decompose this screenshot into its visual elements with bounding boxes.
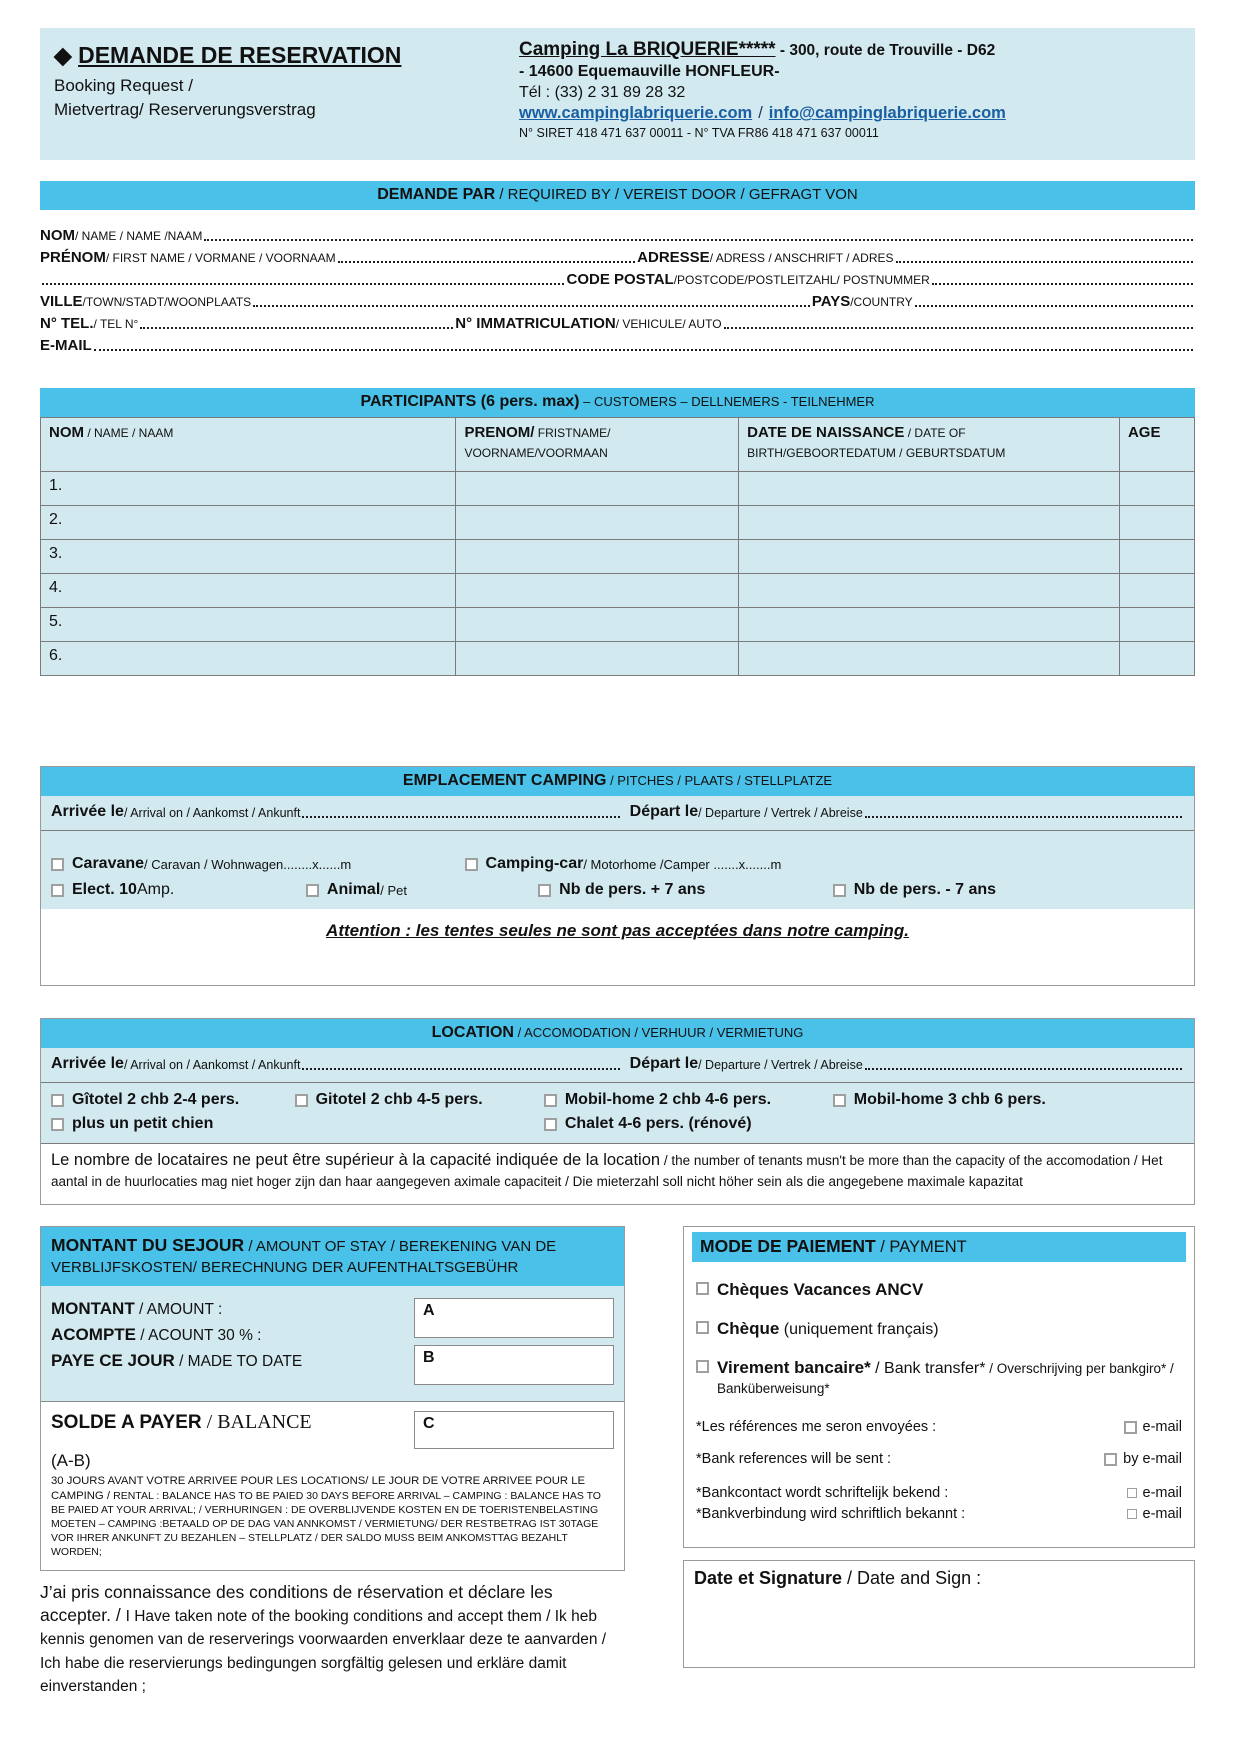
camp-name: Camping La BRIQUERIE***** <box>519 39 776 60</box>
participant-age-cell[interactable] <box>1119 608 1194 642</box>
solde-formula: (A-B) <box>51 1451 91 1471</box>
participant-prenom-cell[interactable] <box>456 608 739 642</box>
row-number: 3. <box>41 540 456 574</box>
row-number: 1. <box>41 472 456 506</box>
location-depart-label-translations: / Departure / Vertrek / Abreise <box>698 1058 863 1072</box>
bank-ref-de-label: *Bankverbindung wird schriftlich bekannt : <box>696 1506 966 1523</box>
option-camping-car <box>465 855 782 873</box>
form-header <box>40 28 1195 160</box>
animal-label: Animal <box>326 881 381 898</box>
field-line-codepostal <box>40 271 1195 288</box>
participants-title-translations: – CUSTOMERS – DELLNEMERS - TEILNEHMER <box>579 394 875 409</box>
capacity-note-fr: Le nombre de locataires ne peut être supérieur à la capacité indiquée de la location <box>51 1151 661 1169</box>
gitotel-45-checkbox[interactable] <box>295 1094 308 1107</box>
montant-input-boxes <box>414 1296 614 1385</box>
section-bar-emplacement <box>41 767 1194 796</box>
animal-checkbox[interactable] <box>306 884 319 897</box>
arrivee-label: Arrivée le <box>51 803 124 820</box>
animal-label-translations: / Pet <box>380 882 408 898</box>
option-petit-chien <box>51 1115 295 1133</box>
emplacement-body <box>41 796 1194 909</box>
emplacement-options-row1 <box>51 855 1184 873</box>
cheque-label: Chèque <box>717 1319 780 1339</box>
chalet-checkbox[interactable] <box>544 1118 557 1131</box>
pays-write-line[interactable] <box>915 305 1193 307</box>
montant-paye-label: PAYE CE JOUR / MADE TO DATE <box>51 1351 303 1371</box>
signature-label: Date et Signature <box>694 1568 843 1589</box>
participant-row <box>41 642 1195 676</box>
bank-ref-nl-email-checkbox[interactable] <box>1127 1488 1137 1498</box>
participants-table <box>40 417 1195 676</box>
amount-a-input[interactable]: A <box>414 1298 614 1338</box>
section-bar-demande-par <box>40 181 1195 210</box>
pays-label: PAYS <box>811 293 851 310</box>
bank-ref-en-label: *Bank references will be sent : <box>696 1451 892 1468</box>
acceptance-statement <box>40 1581 625 1698</box>
location-arrivee-write-line[interactable] <box>302 1068 619 1070</box>
camp-links <box>519 103 1181 124</box>
field-line-prenom-adresse <box>40 249 1195 266</box>
participant-prenom-cell[interactable] <box>456 540 739 574</box>
section-bar-location <box>41 1019 1194 1048</box>
option-cheque <box>692 1318 1186 1340</box>
ville-write-line[interactable] <box>253 305 810 307</box>
virement-label-translations: / Overschrijving per bankgiro* / Banküberweisung* <box>717 1361 1174 1397</box>
mobilhome-3chb-label: Mobil-home 3 chb 6 pers. <box>853 1091 1046 1108</box>
bank-ref-fr-label: *Les références me seron envoyées : <box>696 1419 937 1436</box>
pays-label-translations: /COUNTRY <box>850 295 913 309</box>
col-header-prenom: PRENOM/ FRISTNAME/ VOORNAME/VOORMAAN <box>456 418 739 472</box>
arrivee-write-line[interactable] <box>302 816 619 818</box>
link-separator: / <box>758 104 763 123</box>
gitotel-24-label: Gîtotel 2 chb 2-4 pers. <box>72 1091 240 1108</box>
diamond-bullet-icon: ◆ <box>54 42 72 68</box>
bank-ref-fr-email-label: e-mail <box>1142 1419 1182 1436</box>
location-title: LOCATION <box>431 1024 514 1041</box>
camp-siret: N° SIRET 418 471 637 00011 - N° TVA FR86 418 471 637 00011 <box>519 126 879 141</box>
payment-column <box>683 1226 1195 1698</box>
caravane-label: Caravane <box>72 855 145 872</box>
option-mobilhome-3chb <box>833 1091 1184 1109</box>
nb-pers-minus7-label: Nb de pers. - 7 ans <box>853 881 997 898</box>
acceptance-fr: J’ai pris connaissance des conditions de réservation et déclare les accepter. / <box>40 1581 553 1626</box>
option-gitotel-24 <box>51 1091 295 1109</box>
adresse-write-line[interactable] <box>896 261 1194 263</box>
page-subtitle-en: Booking Request / <box>54 76 193 95</box>
row-number: 5. <box>41 608 456 642</box>
cheque-label-note: (uniquement français) <box>779 1321 939 1339</box>
emplacement-title: EMPLACEMENT CAMPING <box>402 772 607 789</box>
virement-label-en: / Bank transfer* <box>870 1360 986 1378</box>
immatriculation-write-line[interactable] <box>724 327 1193 329</box>
cheques-ancv-label: Chèques Vacances ANCV <box>717 1280 924 1300</box>
gitotel-24-checkbox[interactable] <box>51 1094 64 1107</box>
payment-terms-translations: RENTAL : BALANCE HAS TO BE PAIED 30 DAYS BEFORE ARRIVAL – CAMPING : BALANCE HAS TO BE PAIED AT YOUR ARRIVAL; / VERHURINGEN : DE OVERBLIJVENDE KOSTEN EN DE TOERISTENBELASTING MOETEN – CAMPING :BETAALD OP DE DAG VAN ANNKOMST / VERMIETUNG/ DER RESTBETRAG IST 30TAGE VOR IHRER ANKUNFT ZU BEZAHLEN – STELLPLATZ / DER SALDO MUSS BEIM ANKOMSTTAG BEZAHLT WORDEN; <box>51 1490 601 1558</box>
solde-label: SOLDE A PAYER / BALANCE <box>51 1411 312 1434</box>
caravane-label-translations: / Caravan / Wohnwagen........x......m <box>144 856 352 872</box>
tel-label: N° TEL. <box>40 315 94 332</box>
email-write-line[interactable] <box>94 349 1193 351</box>
option-animal <box>306 881 538 899</box>
ville-label-translations: /TOWN/STADT/WOONPLAATS <box>82 295 252 309</box>
prenom-write-line[interactable] <box>338 261 636 263</box>
paiement-title: MODE DE PAIEMENT <box>700 1236 876 1257</box>
bottom-area <box>40 1226 1195 1698</box>
depart-label-translations: / Departure / Vertrek / Abreise <box>698 806 863 820</box>
montant-title: MONTANT DU SEJOUR <box>51 1235 245 1256</box>
option-caravane <box>51 855 465 873</box>
montant-title-translations: / AMOUNT OF STAY / BEREKENING VAN DE VERBLIJFSKOSTEN/ BERECHNUNG DER AUFENTHALTSGEBÜHR <box>51 1238 557 1276</box>
bank-ref-en-email-checkbox[interactable] <box>1104 1453 1117 1466</box>
bank-ref-nl-label: *Bankcontact wordt schriftelijk bekend : <box>696 1485 949 1502</box>
form-title-block <box>54 38 499 146</box>
camp-name-line <box>519 38 1181 62</box>
page-title <box>54 42 499 69</box>
signature-area[interactable] <box>683 1560 1195 1668</box>
field-line-nom <box>40 227 1195 244</box>
code-postal-label: CODE POSTAL <box>566 271 674 288</box>
bank-ref-row-en <box>692 1451 1186 1467</box>
participants-section <box>40 388 1195 676</box>
bank-ref-row-de <box>692 1506 1186 1522</box>
option-cheques-ancv <box>692 1279 1186 1301</box>
participant-dob-cell[interactable] <box>739 574 1120 608</box>
location-arrivee-label: Arrivée le <box>51 1055 124 1072</box>
option-elect <box>51 881 306 899</box>
section-bar-paiement <box>692 1232 1186 1262</box>
camp-website-link[interactable]: www.campinglabriquerie.com <box>519 104 753 123</box>
section-bar-participants <box>40 388 1195 417</box>
depart-write-line[interactable] <box>865 816 1182 818</box>
caravane-checkbox[interactable] <box>51 858 64 871</box>
participant-dob-cell[interactable] <box>739 642 1120 676</box>
participant-prenom-cell[interactable] <box>456 472 739 506</box>
section-bar-montant <box>41 1227 624 1286</box>
option-virement <box>692 1357 1186 1399</box>
montant-body <box>41 1286 624 1402</box>
adresse-label-translations: / ADRESS / ANSCHRIFT / ADRES <box>709 251 894 265</box>
participant-row <box>41 506 1195 540</box>
elect-label-unit: Amp. <box>136 881 175 898</box>
participant-prenom-cell[interactable] <box>456 642 739 676</box>
code-postal-write-line[interactable] <box>932 283 1193 285</box>
page-subtitle-de: Mietvertrag/ Reserverungsverstrag <box>54 100 316 120</box>
emplacement-options-row2 <box>51 881 1184 899</box>
nom-write-line[interactable] <box>204 239 1193 241</box>
demande-par-title-translations: / REQUIRED BY / VEREIST DOOR / GEFRAGT VON <box>495 186 858 203</box>
ville-label: VILLE <box>40 293 83 310</box>
emplacement-dates-row <box>41 796 1194 831</box>
prenom-label: PRÉNOM <box>40 249 106 266</box>
immatriculation-label-translations: / VEHICULE/ AUTO <box>615 317 722 331</box>
prenom-label-translations: / FIRST NAME / VORMANE / VOORNAAM <box>105 251 336 265</box>
tel-write-line[interactable] <box>140 327 453 329</box>
location-dates-row <box>41 1048 1194 1083</box>
cheque-checkbox[interactable] <box>696 1321 709 1334</box>
montant-labels <box>51 1296 414 1385</box>
amount-column <box>40 1226 625 1698</box>
bank-ref-nl-email-label: e-mail <box>1142 1485 1182 1502</box>
emplacement-title-translations: / PITCHES / PLAATS / STELLPLATZE <box>606 773 833 788</box>
petit-chien-checkbox[interactable] <box>51 1118 64 1131</box>
option-chalet <box>544 1115 833 1133</box>
montant-acompte-label: ACOMPTE / ACOUNT 30 % : <box>51 1325 262 1345</box>
nb-pers-plus7-label: Nb de pers. + 7 ans <box>559 881 706 898</box>
payment-terms-fr: 30 JOURS AVANT VOTRE ARRIVEE POUR LES LOCATIONS/ LE JOUR DE VOTRE ARRIVEE POUR LE CAMPING / <box>51 1475 586 1503</box>
camping-car-label: Camping-car <box>485 855 584 872</box>
field-line-email <box>40 337 1195 354</box>
location-depart-label: Départ le <box>629 1055 699 1072</box>
montant-section <box>40 1226 625 1571</box>
cheques-ancv-checkbox[interactable] <box>696 1282 709 1295</box>
camp-phone: Tél : (33) 2 31 89 28 32 <box>519 83 686 101</box>
attention-note: Attention : les tentes seules ne sont pas acceptées dans notre camping. <box>326 921 909 940</box>
participant-age-cell[interactable] <box>1119 642 1194 676</box>
bank-ref-en-email-label: by e-mail <box>1123 1451 1182 1468</box>
mobilhome-2chb-checkbox[interactable] <box>544 1094 557 1107</box>
page-title-text: DEMANDE DE RESERVATION <box>78 42 402 68</box>
location-body <box>41 1048 1194 1143</box>
participant-age-cell[interactable] <box>1119 472 1194 506</box>
participant-prenom-cell[interactable] <box>456 506 739 540</box>
chalet-label: Chalet 4-6 pers. (rénové) <box>564 1115 752 1132</box>
paiement-title-translation: / PAYMENT <box>875 1238 967 1257</box>
nom-label: NOM <box>40 227 75 244</box>
option-mobilhome-2chb <box>544 1091 833 1109</box>
petit-chien-label: plus un petit chien <box>72 1115 214 1132</box>
adresse-write-line-2[interactable] <box>42 283 564 285</box>
participant-dob-cell[interactable] <box>739 506 1120 540</box>
participant-dob-cell[interactable] <box>739 540 1120 574</box>
solde-row <box>51 1411 614 1449</box>
participants-header-row <box>41 418 1195 472</box>
empty-cell <box>295 1115 544 1133</box>
tel-label-translations: / TEL N° <box>93 317 139 331</box>
emplacement-options <box>41 831 1194 909</box>
camping-car-label-translations: / Motorhome /Camper .......x.......m <box>583 856 782 872</box>
nom-label-translations: / NAME / NAME /NAAM <box>75 229 203 243</box>
participant-age-cell[interactable] <box>1119 574 1194 608</box>
col-header-date-naissance: DATE DE NAISSANCE / DATE OF BIRTH/GEBOORTEDATUM / GEBURTSDATUM <box>739 418 1120 472</box>
bank-ref-row-nl <box>692 1485 1186 1501</box>
participant-dob-cell[interactable] <box>739 472 1120 506</box>
adresse-label: ADRESSE <box>637 249 710 266</box>
acceptance-translations: I Have taken note of the booking conditions and accept them / Ik heb kennis genomen van de reserverings voorwaarden enverklaar deze te aanvarden / Ich habe die reservierungs bedingungen sorgfältig gelesen und erkläre damit einverstanden ; <box>40 1608 607 1696</box>
participant-age-cell[interactable] <box>1119 506 1194 540</box>
capacity-note <box>41 1143 1194 1204</box>
empty-cell <box>833 1115 1184 1133</box>
bank-ref-de-email-label: e-mail <box>1142 1506 1182 1523</box>
participant-row <box>41 540 1195 574</box>
participant-prenom-cell[interactable] <box>456 574 739 608</box>
solde-body <box>41 1402 624 1570</box>
option-nb-pers-plus7 <box>538 881 833 899</box>
bank-ref-row-fr <box>692 1419 1186 1435</box>
col-header-age: AGE <box>1119 418 1194 472</box>
payment-terms-note <box>51 1474 614 1560</box>
email-label: E-MAIL <box>40 337 92 354</box>
camp-info-block <box>499 38 1181 146</box>
emplacement-section <box>40 766 1195 986</box>
elect-label: Elect. 10 <box>72 881 137 898</box>
nb-pers-minus7-checkbox[interactable] <box>833 884 846 897</box>
paiement-section <box>683 1226 1195 1548</box>
contact-fields <box>40 227 1195 354</box>
virement-label: Virement bancaire* <box>717 1358 871 1378</box>
reservation-form-page <box>40 0 1195 1698</box>
mobilhome-2chb-label: Mobil-home 2 chb 4-6 pers. <box>564 1091 772 1108</box>
camp-email-link[interactable]: info@campinglabriquerie.com <box>768 104 1006 123</box>
participant-row <box>41 472 1195 506</box>
location-options <box>41 1083 1194 1143</box>
participants-title: PARTICIPANTS (6 pers. max) <box>360 393 580 410</box>
nb-pers-plus7-checkbox[interactable] <box>538 884 551 897</box>
montant-amount-label: MONTANT / AMOUNT : <box>51 1299 223 1319</box>
row-number: 4. <box>41 574 456 608</box>
arrivee-label-translations: / Arrival on / Aankomst / Ankunft <box>123 806 301 820</box>
capacity-note-translations: / the number of tenants musn't be more than the capacity of the accomodation / Het aantal in de huurlocaties mag niet hoger zijn dan haar aangegeven aximale capaciteit / Die mieterzahl soll nicht höher sein als die angegebene maximale kapazitat <box>51 1153 1163 1190</box>
participant-age-cell[interactable] <box>1119 540 1194 574</box>
camp-address2: - 14600 Equemauville HONFLEUR- <box>519 63 780 81</box>
location-title-translations: / ACCOMODATION / VERHUUR / VERMIETUNG <box>513 1025 804 1040</box>
field-line-tel-immatriculation <box>40 315 1195 332</box>
location-arrivee-label-translations: / Arrival on / Aankomst / Ankunft <box>123 1058 301 1072</box>
demande-par-title: DEMANDE PAR <box>377 186 496 203</box>
location-section <box>40 1018 1195 1205</box>
location-depart-write-line[interactable] <box>865 1068 1182 1070</box>
virement-checkbox[interactable] <box>696 1360 709 1373</box>
location-options-row2 <box>51 1115 1184 1133</box>
camp-address1: - 300, route de Trouville - D62 <box>775 42 996 59</box>
option-nb-pers-minus7 <box>833 881 1184 899</box>
camping-car-checkbox[interactable] <box>465 858 478 871</box>
row-number: 2. <box>41 506 456 540</box>
immatriculation-label: N° IMMATRICULATION <box>455 315 616 332</box>
code-postal-label-translations: /POSTCODE/POSTLEITZAHL/ POSTNUMMER <box>673 273 930 287</box>
field-line-ville-pays <box>40 293 1195 310</box>
amount-c-input[interactable]: C <box>414 1411 614 1449</box>
participant-row <box>41 608 1195 642</box>
location-options-row1 <box>51 1091 1184 1109</box>
mobilhome-3chb-checkbox[interactable] <box>833 1094 846 1107</box>
bank-ref-de-email-checkbox[interactable] <box>1127 1509 1137 1519</box>
col-header-nom: NOM / NAME / NAAM <box>41 418 456 472</box>
signature-label-en: / Date and Sign : <box>842 1568 982 1589</box>
participant-row <box>41 574 1195 608</box>
participant-dob-cell[interactable] <box>739 608 1120 642</box>
depart-label: Départ le <box>629 803 699 820</box>
gitotel-45-label: Gitotel 2 chb 4-5 pers. <box>315 1091 483 1108</box>
amount-b-input[interactable]: B <box>414 1345 614 1385</box>
option-gitotel-45 <box>295 1091 544 1109</box>
bank-ref-fr-email-checkbox[interactable] <box>1124 1421 1137 1434</box>
elect-checkbox[interactable] <box>51 884 64 897</box>
row-number: 6. <box>41 642 456 676</box>
